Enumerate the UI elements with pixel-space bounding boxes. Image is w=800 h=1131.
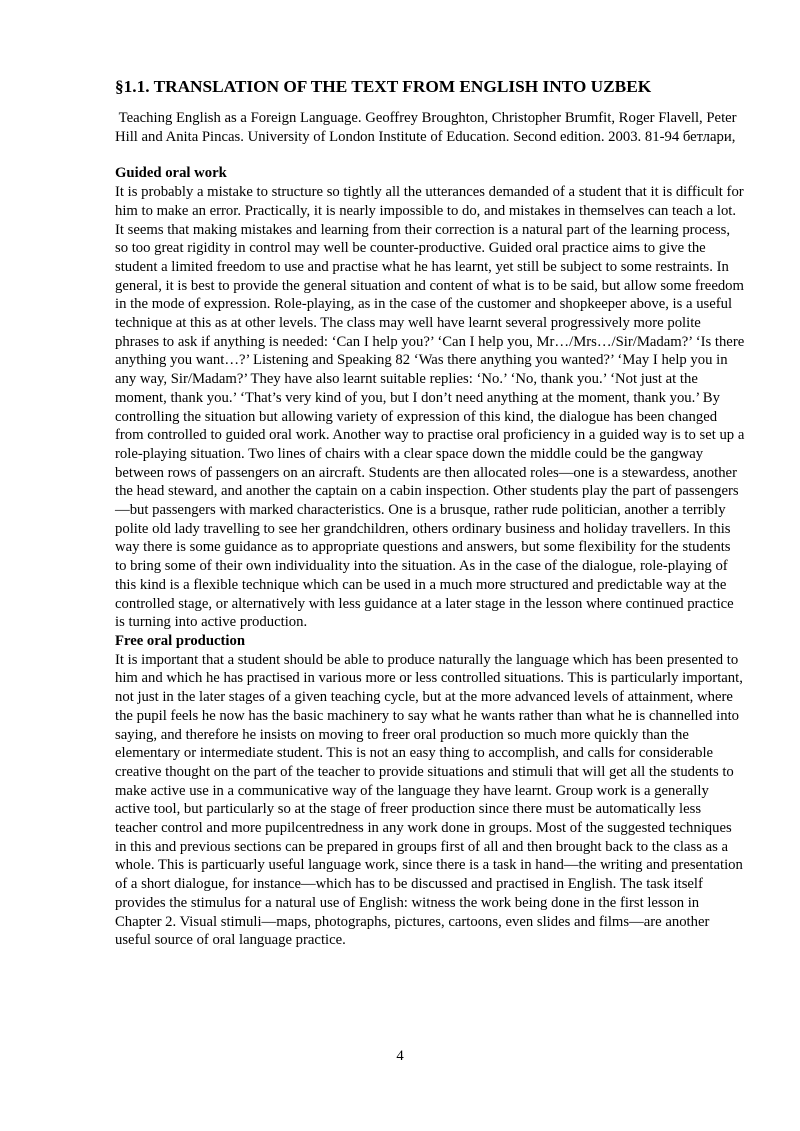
section-free-oral-production [115, 632, 745, 950]
page-number: 4 [396, 1048, 404, 1064]
section-heading: Free oral production [115, 632, 245, 649]
document-title: §1.1. TRANSLATION OF THE TEXT FROM ENGLISH INTO UZBEK [115, 77, 652, 96]
section-guided-oral-work [115, 164, 745, 632]
section-body: It is important that a student should be able to produce naturally the language which has been presented to him and which he has practised in various more or less controlled situations. This is particularly important, not just in the later stages of a given teaching cycle, but at the more advanced levels of attainment, where the pupil feels he now has the basic machinery to say what he wants rather than what he is channelled into saying, and therefore he insists on moving to freer oral production so much more quickly than the elementary or intermediate student. This is not an easy thing to accomplish, and calls for considerable creative thought on the part of the teacher to provide situations and stimuli that will get all the students to make active use in a communicative way of the language they have learnt. Group work is a generally active tool, but particularly so at the stage of freer production since there must be automatically less teacher control and more pupilcentredness in any work done in groups. Most of the suggested techniques in this and previous sections can be prepared in groups first of all and then brought back to the class as a whole. This is particuarly useful language work, since there is a task in hand—the writing and presentation of a short dialogue, for instance—which has to be discussed and practised in English. The task itself provides the stimulus for a natural use of English: witness the work being done in the first lesson in Chapter 2. Visual stimuli—maps, photographs, pictures, cartoons, even slides and films—are another useful source of oral language practice. [115, 651, 743, 949]
section-body: It is probably a mistake to structure so tightly all the utterances demanded of a student that it is difficult for him to make an error. Practically, it is nearly impossible to do, and mistakes in themselves can teach a lot. It seems that making mistakes and learning from their correction is a natural part of the learning process, so too great rigidity in control may well be counter-productive. Guided oral practice aims to give the student a limited freedom to use and practise what he has learnt, yet still be subject to some restraints. In general, it is best to provide the general situation and content of what is to be said, but allow some freedom in the mode of expression. Role-playing, as in the case of the customer and shopkeeper above, is a useful technique at this as at other levels. The class may well have learnt several progressively more polite phrases to ask if anything is needed: ‘Can I help you?’ ‘Can I help you, Mr…/Mrs…/Sir/Madam?’ ‘Is there anything you want…?’ Listening and Speaking 82 ‘Was there anything you wanted?’ ‘May I help you in any way, Sir/Madam?’ They have also learnt suitable replies: ‘No.’ ‘No, thank you.’ ‘Not just at the moment, thank you.’ ‘That’s very kind of you, but I don’t need anything at the moment, thank you.’ By controlling the situation but allowing variety of expression of this kind, the dialogue has been changed from controlled to guided oral work. Another way to practise oral proficiency in a guided way is to set up a role-playing situation. Two lines of chairs with a clear space down the middle could be the gangway between rows of passengers on an aircraft. Students are then allocated roles—one is a stewardess, another the head steward, and another the captain on a cabin inspection. Other students play the part of passengers—but passengers with marked characteristics. One is a brusque, rather rude politician, another a terribly polite old lady travelling to see her grandchildren, others ordinary business and holiday travellers. In this way there is some guidance as to appropriate questions and answers, but some flexibility for the students to bring some of their own individuality into the situation. As in the case of the dialogue, role-playing of this kind is a flexible technique which can be used in a much more structured and predictable way at the controlled stage, or alternatively with less guidance at a later stage in the lesson where continued practice is turning into active production. [115, 184, 745, 631]
document-page [115, 76, 745, 950]
source-citation: Teaching English as a Foreign Language. Geoffrey Broughton, Christopher Brumfit, Roger Flavell, Peter Hill and Anita Pincas. University of London Institute of Education. Second edition. 2003. 81-94 бетлари, [115, 110, 741, 145]
section-heading: Guided oral work [115, 165, 227, 182]
